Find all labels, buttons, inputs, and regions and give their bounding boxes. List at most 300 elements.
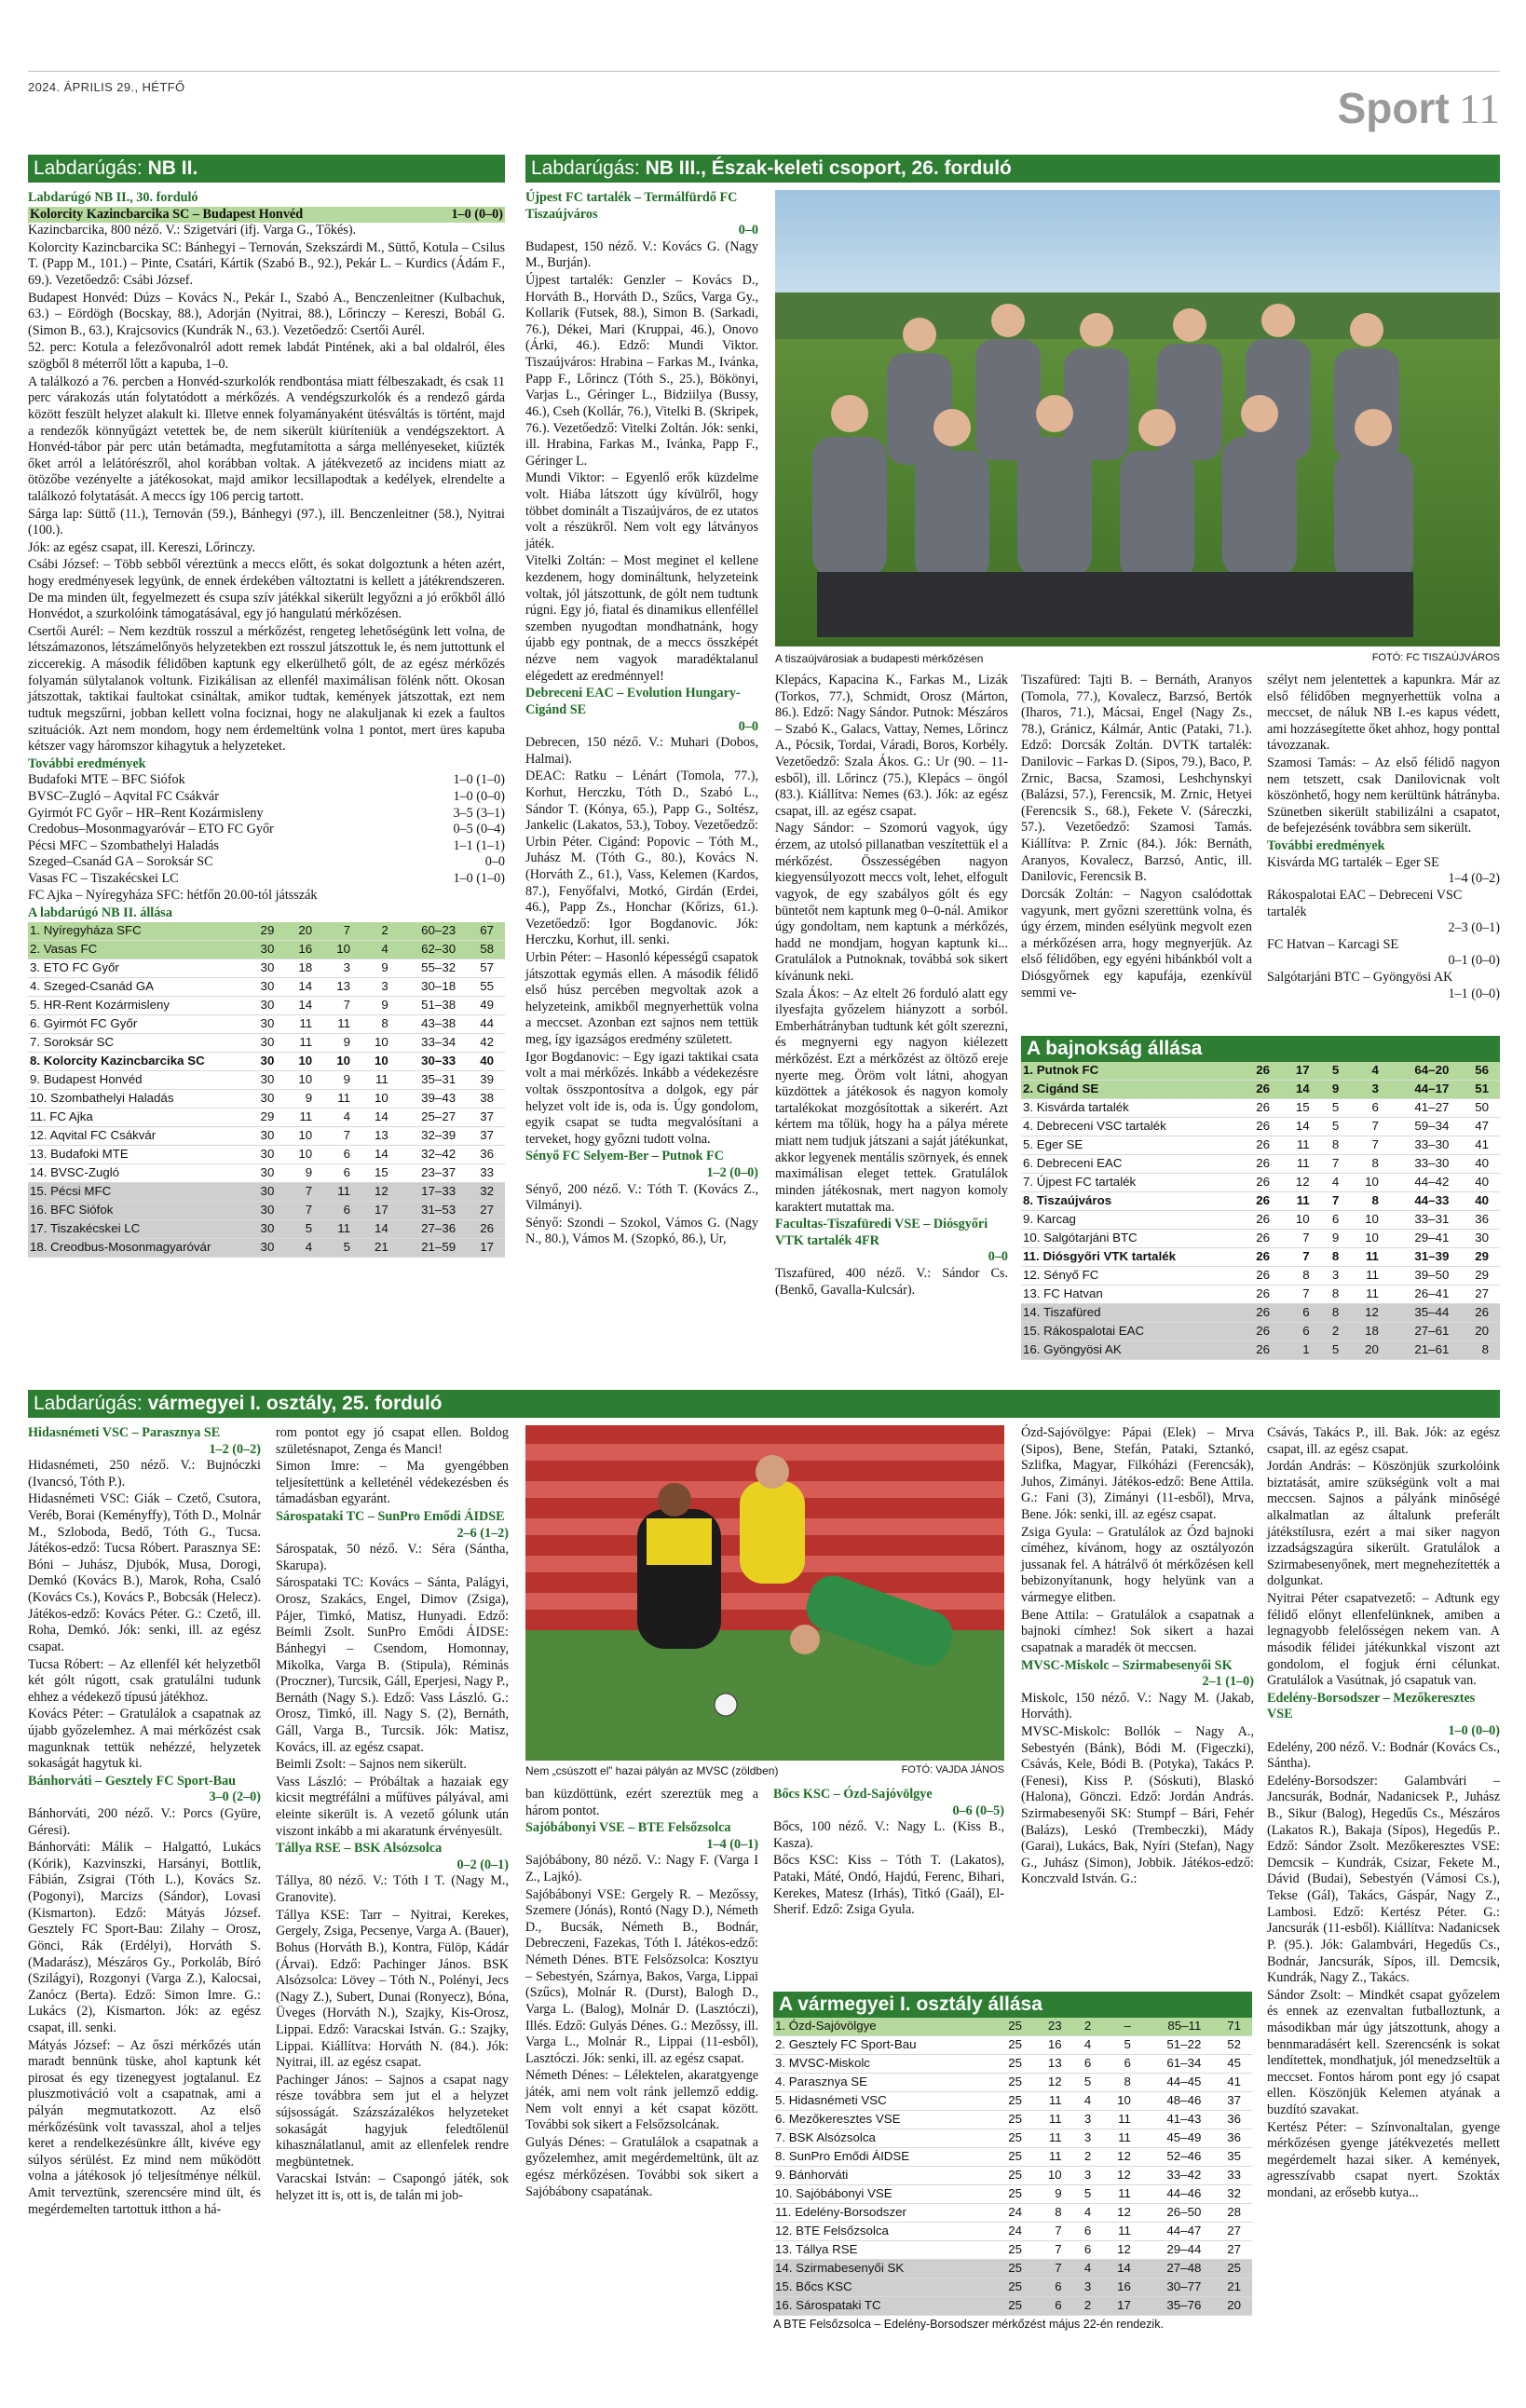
stat-cell: 7 — [1281, 1230, 1321, 1248]
standings-row — [773, 2018, 1252, 2036]
stat-cell: 10 — [323, 1052, 361, 1070]
stat-cell: 42 — [467, 1033, 505, 1052]
stat-cell: 7 — [1033, 2241, 1073, 2260]
stat-cell: 11 — [285, 1033, 323, 1052]
stat-cell: 11 — [1102, 2111, 1142, 2129]
stat-cell: 43–38 — [400, 1014, 467, 1033]
match-headline — [28, 1425, 261, 1458]
stat-cell: 11 — [323, 1089, 361, 1108]
nb2-round: Labdarúgó NB II., 30. forduló — [28, 190, 198, 205]
team-name: 9. Bánhorváti — [773, 2167, 993, 2185]
nb3-column-1 — [525, 190, 758, 1249]
result-score: 0–1 (0–0) — [1448, 953, 1500, 969]
stat-cell: 10 — [1281, 1211, 1321, 1230]
standings-row — [28, 977, 505, 996]
megye-standings-table — [773, 2018, 1252, 2316]
stat-cell: 85–11 — [1142, 2018, 1212, 2036]
standings-row — [773, 2092, 1252, 2111]
stat-cell: 3 — [361, 977, 400, 996]
result-match: Szeged–Csanád GA – Soroksár SC — [28, 854, 213, 870]
team-name: 17. Tiszakécskei LC — [28, 1219, 248, 1238]
stat-cell: 4 — [1073, 2204, 1103, 2223]
stat-cell: 30 — [248, 1182, 286, 1201]
report-paragraph: Sényő: Szondi – Szokol, Vámos G. (Nagy N., 80.), Vámos M. (Szopkó, 86.), Ur, — [525, 1215, 758, 1247]
report-paragraph: Varacskai István: – Csapongó játék, sok helyzet itt is, ott is, de talán mi job- — [276, 2171, 509, 2204]
match-score: 1–2 (0–0) — [706, 1164, 758, 1180]
stat-cell: 10 — [361, 1089, 400, 1108]
team-name: 16. Gyöngyösi AK — [1021, 1341, 1241, 1360]
match-title: Bőcs KSC – Ózd-Sajóvölgye — [773, 1787, 933, 1802]
stat-cell: 7 — [285, 1201, 323, 1219]
stat-cell: 7 — [323, 996, 361, 1014]
stat-cell: 3 — [1073, 2279, 1103, 2297]
result-match: Salgótarjáni BTC – Gyöngyösi AK — [1267, 969, 1453, 985]
stat-cell: 11 — [1102, 2185, 1142, 2204]
stat-cell: 21–61 — [1390, 1341, 1460, 1360]
report-paragraph: Sárospataki TC: Kovács – Sánta, Palágyi, Orosz, Szakács, Engel, Dimov (Zsiga), Pájer, Timkó, Matisz, Hunyadi. Edző: Beimli Zsolt. SunPro Emődi ÁIDSE: Bánhegyi – Csendom, Homonnay, Mikolka, Varga B. (Stipula), Réminás (Proczner), Turcsik, Gáll, Eperjesi, Nagy P., Bernáth (Nagy S.). Edző: Vass László. G.: Orosz, Timkó, ill. Nagy S. (2), Bernáth, Gáll, Varga B., Turcsik. Jók: Matisz, Kovács, ill. az egész csapat. — [276, 1575, 509, 1755]
standings-row — [28, 1033, 505, 1052]
stat-cell: 20 — [285, 922, 323, 941]
nb3-table-title: A bajnokság állása — [1021, 1036, 1500, 1062]
stat-cell: 25 — [993, 2036, 1033, 2055]
stat-cell: 52–46 — [1142, 2148, 1212, 2167]
report-paragraph: Csávás, Takács P., ill. Bak. Jók: az egész csapat, ill. az egész csapat. — [1267, 1425, 1500, 1457]
team-name: 13. Budafoki MTE — [28, 1145, 248, 1163]
stat-cell: 21 — [1212, 2279, 1252, 2297]
stat-cell: 4 — [1350, 1062, 1390, 1081]
report-paragraph: Bene Attila: – Gratulálok a csapatnak a bajnoki címhez! Sok sikert a hazai csapatnak a maradék öt meccsen. — [1021, 1607, 1254, 1655]
stat-cell: 59–34 — [1390, 1118, 1460, 1136]
report-paragraph: Simon Imre: – Ma gyengébben teljesítettünk a kelleténél védekezésben és támadásban egyaránt. — [276, 1459, 509, 1507]
stat-cell: 4 — [323, 1108, 361, 1126]
stat-cell: 9 — [1321, 1081, 1351, 1099]
report-paragraph: Jordán András: – Köszönjük szurkolóink biztatását, amire szükségünk volt a mai meccsen. Sajnos a pályánk minőségé alkalmatlan az általunk preferált játékstílusra, ezért a mai siker nagyon izzadságszagúra sikerült. Gratulálok a Szirmabesenyőnek, mert megnehezítették a dolgunkat. — [1267, 1459, 1500, 1589]
match-headline — [525, 1149, 758, 1181]
stat-cell: 11 — [1350, 1286, 1390, 1304]
report-paragraph: Beimli Zsolt: – Sajnos nem sikerült. — [276, 1757, 467, 1773]
standings-row — [28, 1145, 505, 1163]
team-photo-image — [775, 190, 1500, 646]
stat-cell: 40 — [467, 1052, 505, 1070]
stat-cell: 10 — [361, 1033, 400, 1052]
team-name: 2. Vasas FC — [28, 940, 248, 959]
nb2-other-results — [28, 772, 505, 904]
match-headline — [1021, 1658, 1254, 1691]
stat-cell: 25 — [993, 2185, 1033, 2204]
stat-cell: 12 — [361, 1182, 400, 1201]
team-name: 1. Nyíregyháza SFC — [28, 922, 248, 941]
stat-cell: 30 — [248, 1126, 286, 1145]
report-paragraph: Dorcsák Zoltán: – Nagyon csalódottak vagyunk, mert győzni szerettünk volna, és úgy érzem, minden esélyünk megvolt ezen a mérkőzésen arra, hogy megnyerjük. Az első félidőben, egy egyéni hibánkból volt a Diósgyőrnek egy kapufája, ezenkívül semmi ve- — [1021, 886, 1252, 1000]
stat-cell: 29 — [1460, 1248, 1500, 1267]
stat-cell: 11 — [323, 1182, 361, 1201]
stat-cell: 25 — [993, 2018, 1033, 2036]
stat-cell: 58 — [467, 940, 505, 959]
standings-row — [28, 1163, 505, 1182]
stat-cell: 6 — [1073, 2223, 1103, 2241]
match-headline — [775, 1217, 1008, 1266]
report-paragraph: Újpest tartalék: Genzler – Kovács D., Horváth B., Horváth D., Szűcs, Varga Gy., Kollarik (Futsek, 88.), Simon B. (Sarkadi, 76.), Dékei, Mari (Kruppai, 46.), Onovo (Árki, 46.). Edző: Mundi Viktor. Tiszaújváros: Hrabina – Farkas M., Ivánka, Papp F., Lőrincz (Tóth S., 25.), Bökönyi, Varjas L., Géringer L., Bidziilya (Bussy, 46.), Cseh (Kollár, 76.), Vitelki B. (Skripek, 76.). Vezetőedző: Vitelki Zoltán. Jók: senki, ill. Hrabina, Farkas M., Ivánka, Papp F., Géringer L. — [525, 273, 758, 469]
team-photo — [775, 190, 1500, 646]
stat-cell: 6 — [1350, 1099, 1390, 1118]
top-rule — [28, 71, 1500, 72]
stat-cell: 33 — [467, 1163, 505, 1182]
result-score: 0–0 — [484, 854, 505, 870]
stat-cell: 7 — [1033, 2223, 1073, 2241]
team-name: 9. Budapest Honvéd — [28, 1070, 248, 1089]
team-name: 13. FC Hatvan — [1021, 1286, 1241, 1304]
stat-cell: 26 — [1241, 1211, 1281, 1230]
stat-cell: 33–34 — [400, 1033, 467, 1052]
stat-cell: 40 — [1460, 1174, 1500, 1192]
team-name: 11. Diósgyőri VTK tartalék — [1021, 1248, 1241, 1267]
stat-cell: 2 — [1073, 2018, 1103, 2036]
stat-cell: 27 — [1212, 2223, 1252, 2241]
standings-row — [773, 2148, 1252, 2167]
stat-cell: 25 — [993, 2074, 1033, 2092]
stat-cell: 25–27 — [400, 1108, 467, 1126]
report-paragraph: Gulyás Dénes: – Gratulálok a csapatnak a győzelemhez, amit megérdemeltünk, ült az egész mérkőzésen. További sok sikert a Sajóbábony csapatának. — [525, 2134, 758, 2199]
standings-row — [28, 1108, 505, 1126]
report-paragraph: Igor Bogdanovic: – Egy igazi taktikai csata volt a mai mérkőzés. Inkább a védekezésre voltak összpontosítva a dolgok, egy pár helyzet volt ide is, oda is. Úgy gondolom, egyik csapat se tudta megvalósítani a terveket, hogy győzni tudott volna. — [525, 1049, 758, 1147]
stat-cell: 28 — [1212, 2204, 1252, 2223]
stat-cell: 14 — [1281, 1118, 1321, 1136]
stat-cell: 10 — [361, 1052, 400, 1070]
stat-cell: 6 — [1033, 2279, 1073, 2297]
stat-cell: 40 — [1460, 1192, 1500, 1211]
stat-cell: 2 — [1073, 2297, 1103, 2316]
stat-cell: 23–37 — [400, 1163, 467, 1182]
stat-cell: 5 — [1102, 2036, 1142, 2055]
team-name: 8. Kolorcity Kazincbarcika SC — [28, 1052, 248, 1070]
stat-cell: 30 — [248, 1145, 286, 1163]
match-photo-image — [525, 1425, 1004, 1761]
match-photo-caption-text: Nem „csúszott el” hazai pályán az MVSC (zöldben) — [525, 1764, 779, 1777]
team-name: 15. Pécsi MFC — [28, 1182, 248, 1201]
match-score: 0–6 (0–5) — [952, 1803, 1004, 1818]
stat-cell: 45–49 — [1142, 2129, 1212, 2148]
stat-cell: 62–30 — [400, 940, 467, 959]
match-photo-caption — [525, 1764, 1004, 1778]
team-name: 4. Debreceni VSC tartalék — [1021, 1118, 1241, 1136]
stat-cell: 6 — [1073, 2055, 1103, 2074]
nb2-title-prefix: Labdarúgás: — [34, 157, 148, 179]
stat-cell: 41 — [1460, 1136, 1500, 1155]
stat-cell: 16 — [1033, 2036, 1073, 2055]
stat-cell: 32 — [1212, 2185, 1252, 2204]
stat-cell: 27–48 — [1142, 2260, 1212, 2279]
stat-cell: 31–53 — [400, 1201, 467, 1219]
standings-row — [773, 2241, 1252, 2260]
stat-cell: 4 — [1073, 2092, 1103, 2111]
stat-cell: 6 — [1281, 1323, 1321, 1341]
stat-cell: 30 — [248, 1238, 286, 1257]
team-name: 8. SunPro Emődi ÁIDSE — [773, 2148, 993, 2167]
report-paragraph: Jók: az egész csapat, ill. Kereszi, Lőrinczy. — [28, 539, 256, 555]
result-match: Pécsi MFC – Szombathelyi Haladás — [28, 837, 219, 853]
standings-row — [773, 2036, 1252, 2055]
team-photo-credit: FOTÓ: FC TISZAÚJVÁROS — [1371, 652, 1500, 663]
stat-cell: 71 — [1212, 2018, 1252, 2036]
stat-cell: 14 — [285, 996, 323, 1014]
stat-cell: 7 — [1321, 1192, 1351, 1211]
stat-cell: 10 — [1350, 1230, 1390, 1248]
report-paragraph: Bőcs KSC: Kiss – Tóth T. (Lakatos), Pataki, Máté, Ondó, Hajdú, Ferenc, Bihari, Kerekes, Matesz (Irhás), Titkó (Gaál), El-Sherif. Edző: Zsiga Gyula. — [773, 1853, 1004, 1918]
megye-section-bar — [28, 1390, 1500, 1418]
standings-row — [773, 2129, 1252, 2148]
team-name: 3. Kisvárda tartalék — [1021, 1099, 1241, 1118]
stat-cell: 36 — [1460, 1211, 1500, 1230]
issue-date: 2024. ÁPRILIS 29., HÉTFŐ — [28, 80, 185, 94]
standings-row — [1021, 1211, 1500, 1230]
stat-cell: 26 — [1241, 1062, 1281, 1081]
stat-cell: 57 — [467, 959, 505, 977]
match-title: Bánhorváti – Gesztely FC Sport-Bau — [28, 1773, 237, 1789]
stat-cell: 5 — [1321, 1062, 1351, 1081]
match-score: 0–0 — [738, 718, 758, 734]
stat-cell: 30 — [248, 1201, 286, 1219]
standings-row — [773, 2185, 1252, 2204]
result-score: 1–0 (0–0) — [453, 788, 505, 804]
stat-cell: 11 — [1033, 2111, 1073, 2129]
stat-cell: 10 — [1350, 1211, 1390, 1230]
stat-cell: 55 — [467, 977, 505, 996]
team-name: 5. Hidasnémeti VSC — [773, 2092, 993, 2111]
report-paragraph: Nyitrai Péter csapatvezető: – Adtunk egy félidő előnyt ellenfelünknek, amiben a legnagyobb felelősségen nekem van. A második félidei játékunkkal viszont azt gondolom, el fogjuk érni célunkat. Gratulálok a Vasútnak, jó csapatuk van. — [1267, 1591, 1500, 1689]
result-row — [1267, 937, 1500, 970]
stat-cell: 2 — [361, 922, 400, 941]
standings-row — [28, 1219, 505, 1238]
match-title: Sárospataki TC – SunPro Emődi ÁIDSE — [276, 1509, 505, 1525]
stat-cell: 51–22 — [1142, 2036, 1212, 2055]
stat-cell: 44 — [467, 1014, 505, 1033]
match-title: Sajóbábonyi VSE – BTE Felsőzsolca — [525, 1820, 731, 1836]
stat-cell: 7 — [1281, 1248, 1321, 1267]
stat-cell: 14 — [361, 1145, 400, 1163]
stat-cell: 7 — [1281, 1286, 1321, 1304]
report-paragraph: Budapest Honvéd: Dúzs – Kovács N., Pekár I., Szabó A., Benczenleitner (Kulbachuk, 63.) – Eördögh (Bocskay, 88.), Adorján (Nyitrai, 88.), Lőrinczy – Kereszi, Bobál G. (Simon B., 63.), Krajcsovics (Kundrák N., 63.). Vezetőedző: Csertői Aurél. — [28, 290, 505, 338]
match-title: Hidasnémeti VSC – Parasznya SE — [28, 1425, 221, 1440]
stat-cell: 21–59 — [400, 1238, 467, 1257]
stat-cell: 24 — [993, 2204, 1033, 2223]
stat-cell: 26 — [1241, 1286, 1281, 1304]
standings-row — [1021, 1062, 1500, 1081]
stat-cell: 30 — [248, 1163, 286, 1182]
nb2-report — [28, 223, 505, 755]
standings-row — [28, 1052, 505, 1070]
stat-cell: 30 — [248, 996, 286, 1014]
report-paragraph: Miskolc, 150 néző. V.: Nagy M. (Jakab, Horváth). — [1021, 1690, 1254, 1722]
stat-cell: 26 — [1241, 1230, 1281, 1248]
stat-cell: 6 — [1073, 2241, 1103, 2260]
stat-cell: 26 — [1241, 1136, 1281, 1155]
stat-cell: 17 — [1281, 1062, 1321, 1081]
stat-cell: 11 — [1102, 2223, 1142, 2241]
nb2-section-bar — [28, 155, 505, 183]
team-name: 6. Gyirmót FC Győr — [28, 1014, 248, 1033]
match-title: Debreceni EAC – Evolution Hungary-Cigánd SE — [525, 686, 741, 717]
team-name: 7. BSK Alsózsolca — [773, 2129, 993, 2148]
stat-cell: 10 — [323, 940, 361, 959]
stat-cell: 3 — [1073, 2167, 1103, 2185]
stat-cell: 26 — [1241, 1155, 1281, 1174]
stat-cell: 29 — [248, 922, 286, 941]
team-name: 12. BTE Felsőzsolca — [773, 2223, 993, 2241]
stat-cell: 30 — [248, 1070, 286, 1089]
report-paragraph: Kazincbarcika, 800 néző. V.: Szigetvári (ifj. Varga G., Tőkés). — [28, 223, 357, 238]
stat-cell: 3 — [1073, 2129, 1103, 2148]
stat-cell: 20 — [1350, 1341, 1390, 1360]
stat-cell: 8 — [1033, 2204, 1073, 2223]
stat-cell: 29–41 — [1390, 1230, 1460, 1248]
stat-cell: 64–20 — [1390, 1062, 1460, 1081]
report-paragraph: Debrecen, 150 néző. V.: Muhari (Dobos, Halmai). — [525, 735, 758, 767]
stat-cell: 32 — [467, 1182, 505, 1201]
standings-row — [1021, 1248, 1500, 1267]
page-number: 11 — [1458, 85, 1500, 132]
report-paragraph: A találkozó a 76. percben a Honvéd-szurkolók rendbontása miatt félbeszakadt, és csak 11 perc várakozás után folytatódott a mérkőzés. A vendégszurkolók és a rendező gárda között feszült helyzet alakult ki. Illetve ennek folyamányaként ütésváltás is történt, majd a rendezők könnyűgázt vetettek be, de nem sikerült kiüríteniük a vendégszektort. A Honvéd-tábor pár perc után betámadta, megfutamította a sárga mellényeseket, kiűzték őket arról a lelátórészről, ahol korábban voltak. A játékvezető az incidens miatt az ötözőbe vezényelte a játékosokat, majd amikor lecsillapodtak a kedélyek, elrendelte a találkozó folytatását. A meccs így 106 percig tartott. — [28, 374, 505, 504]
team-name: 10. Szombathelyi Haladás — [28, 1089, 248, 1108]
report-paragraph: Bőcs, 100 néző. V.: Nagy L. (Kiss B., Kasza). — [773, 1819, 1004, 1851]
stat-cell: 26 — [1241, 1304, 1281, 1323]
match-score: 1–2 (0–2) — [209, 1441, 261, 1457]
stat-cell: 14 — [361, 1108, 400, 1126]
report-paragraph: Hidasnémeti VSC: Giák – Czető, Csutora, Veréb, Borai (Keményffy), Tóth D., Molnár M., Szloboda, Bedő, Tóth G., Tucsa. Játékos-edző: Tucsa Róbert. Parasznya SE: Bóni – Juhász, Djubók, Musa, Dorogi, Demkó (Kovács B.), Marok, Roha, Csaló (Kovács Cs.), Kovács P., Bobcsák (Helecz). Játékos-edző: Kovács Péter. G.: Czető, ill. Roha, Demkó. Jók: senki, ill. az egész csapat. — [28, 1491, 261, 1654]
stat-cell: 8 — [1321, 1136, 1351, 1155]
report-paragraph: szélyt nem jelentettek a kapunkra. Már az első félidőben megnyerhettük volna a meccset, de náluk NB I.-es kapus védett, ami hozzásegítette őket ahhoz, hogy ponttal távozzanak. — [1267, 673, 1500, 754]
nb3-standings-table — [1021, 1062, 1500, 1360]
standings-row — [1021, 1286, 1500, 1304]
result-score: 3–5 (3–1) — [453, 805, 505, 821]
stat-cell: 26 — [1241, 1341, 1281, 1360]
match-headline — [525, 686, 758, 735]
stat-cell: 5 — [1073, 2074, 1103, 2092]
standings-row — [773, 2074, 1252, 2092]
team-name: 18. Creodbus-Mosonmagyaróvár — [28, 1238, 248, 1257]
stat-cell: 30 — [248, 1089, 286, 1108]
stat-cell: 39 — [467, 1070, 505, 1089]
stat-cell: 17–33 — [400, 1182, 467, 1201]
stat-cell: 11 — [285, 1108, 323, 1126]
team-name: 4. Szeged-Csanád GA — [28, 977, 248, 996]
stat-cell: 25 — [993, 2260, 1033, 2279]
standings-row — [1021, 1174, 1500, 1192]
stat-cell: 13 — [361, 1126, 400, 1145]
stat-cell: 25 — [993, 2148, 1033, 2167]
stat-cell: 45 — [1212, 2055, 1252, 2074]
standings-row — [773, 2111, 1252, 2129]
report-paragraph: Edelény, 200 néző. V.: Bodnár (Kovács Cs., Sántha). — [1267, 1739, 1500, 1772]
megye-column-4 — [773, 1787, 1004, 1920]
match-headline — [525, 1820, 758, 1853]
stat-cell: 4 — [1073, 2036, 1103, 2055]
team-name: 7. Soroksár SC — [28, 1033, 248, 1052]
stat-cell: 12 — [1281, 1174, 1321, 1192]
stat-cell: 27 — [467, 1201, 505, 1219]
stat-cell: 61–34 — [1142, 2055, 1212, 2074]
stat-cell: 4 — [361, 940, 400, 959]
stat-cell: 25 — [993, 2111, 1033, 2129]
stat-cell: 13 — [323, 977, 361, 996]
result-row — [28, 854, 505, 871]
match-title: Edelény-Borsodszer – Mezőkeresztes VSE — [1267, 1690, 1476, 1722]
stat-cell: 20 — [1212, 2297, 1252, 2316]
standings-row — [1021, 1192, 1500, 1211]
report-paragraph: Sárospatak, 50 néző. V.: Séra (Sántha, Skarupa). — [276, 1542, 509, 1573]
stat-cell: 35–76 — [1142, 2297, 1212, 2316]
team-name: 12. Sényő FC — [1021, 1267, 1241, 1286]
stat-cell: 7 — [1350, 1118, 1390, 1136]
stat-cell: 4 — [1073, 2260, 1103, 2279]
stat-cell: 7 — [323, 1126, 361, 1145]
match-title: MVSC-Miskolc – Szirmabesenyői SK — [1021, 1657, 1233, 1673]
match-headline — [525, 190, 758, 239]
standings-row — [1021, 1230, 1500, 1248]
report-paragraph: Szala Ákos: – Az eltelt 26 forduló alatt egy ilyesfajta győzelem hiányzott a sorból. Emberhátrányban tudtunk két gólt szerezni, és megnyerni egy nagyon kiélezett mérkőzést. Ezt a mérkőzést az öltöző ereje nyerte meg. Öröm volt látni, ahogyan küzdöttek a játékosok és nagyon komoly tartalékokat mozgósítottak a sikerért. Azt kértem ma tőlük, hogy ha a pálya mérete miatt nem tudjuk játszani a saját játékunkat, akkor legyenek mentális szörnyek, és ennek maximálisan eleget tettek. Gratulálok minden játékosnak, mert nagyon komoly karaktert mutattak ma. — [775, 986, 1008, 1215]
team-photo-caption-text: A tiszaújvárosiak a budapesti mérkőzésen — [775, 652, 984, 665]
stat-cell: 32–39 — [400, 1126, 467, 1145]
nb3-column-2 — [775, 673, 1008, 1299]
stat-cell: 5 — [1321, 1099, 1351, 1118]
standings-row — [773, 2223, 1252, 2241]
result-match: FC Hatvan – Karcagi SE — [1267, 936, 1399, 952]
nb2-column — [28, 190, 505, 1258]
stat-cell: 8 — [1321, 1304, 1351, 1323]
stat-cell: 27 — [1212, 2241, 1252, 2260]
report-paragraph: Németh Dénes: – Lélektelen, akaratgyenge játék, ami nem volt ránk jellemző eddig. Nem volt ennyi a két csapat között. További sok sikert a Felsőzsolcának. — [525, 2068, 758, 2133]
match-headline — [276, 1509, 509, 1542]
standings-row — [1021, 1304, 1500, 1323]
stat-cell: 30 — [248, 1052, 286, 1070]
team-name: 2. Cigánd SE — [1021, 1081, 1241, 1099]
stat-cell: 11 — [1033, 2092, 1073, 2111]
report-paragraph: ban küzdöttünk, ezért szereztük meg a három pontot. — [525, 1787, 758, 1818]
team-name: 6. Mezőkeresztes VSE — [773, 2111, 993, 2129]
stat-cell: 55–32 — [400, 959, 467, 977]
standings-row — [1021, 1099, 1500, 1118]
standings-row — [28, 922, 505, 941]
match-title: Sényő FC Selyem-Ber – Putnok FC — [525, 1149, 724, 1164]
stat-cell: 25 — [993, 2129, 1033, 2148]
stat-cell: 7 — [1350, 1136, 1390, 1155]
stat-cell: 5 — [1321, 1341, 1351, 1360]
stat-cell: 38 — [467, 1089, 505, 1108]
report-paragraph: Vitelki Zoltán: – Most meginet el kellene kezdenem, hogy domináltunk, helyzeteink voltak, jól játszottunk, de gólt nem tudtunk rúgni. Egy jó, fiatal és dinamikus ellenféllel szemben nyugodtan mondhatnánk, hogy újabb egy pontnak, de a meccs összképét nézve nem vagyok maradéktalanul elégedett az eredménnyel! — [525, 553, 758, 684]
stat-cell: 11 — [323, 1014, 361, 1033]
megye-footnote: A BTE Felsőzsolca – Edelény-Borsodszer mérkőzést május 22-én rendezik. — [773, 2318, 1164, 2331]
stat-cell: 35 — [1212, 2148, 1252, 2167]
stat-cell: 33–30 — [1390, 1155, 1460, 1174]
nb3-column-4 — [1267, 673, 1500, 1002]
stat-cell: 32–42 — [400, 1145, 467, 1163]
team-name: 14. Tiszafüred — [1021, 1304, 1241, 1323]
stat-cell: 67 — [467, 922, 505, 941]
team-name: 16. Sárospataki TC — [773, 2297, 993, 2316]
stat-cell: 30–33 — [400, 1052, 467, 1070]
match-title: Tállya RSE – BSK Alsózsolca — [276, 1841, 443, 1857]
report-paragraph: Zsiga Gyula: – Gratulálok az Ózd bajnoki címéhez, kívánom, hogy az osztályozón jussanak fel. A hátrálvő ót mérkőzésen kell bebizonyítanunk, hogy helyünk van a vármegye elitben. — [1021, 1524, 1254, 1606]
match-score: 3–0 (2–0) — [209, 1789, 261, 1805]
result-score: 0–5 (0–4) — [453, 822, 505, 837]
stat-cell: 8 — [1321, 1248, 1351, 1267]
stat-cell: 8 — [1281, 1267, 1321, 1286]
stat-cell: 51–38 — [400, 996, 467, 1014]
standings-row — [28, 1201, 505, 1219]
report-paragraph: Tiszafüred, 400 néző. V.: Sándor Cs. (Benkő, Gavalla-Kulcsár). — [775, 1265, 1008, 1298]
result-match: Gyirmót FC Győr – HR–Rent Kozármisleny — [28, 805, 264, 821]
stat-cell: 17 — [1102, 2297, 1142, 2316]
stat-cell: 8 — [361, 1014, 400, 1033]
